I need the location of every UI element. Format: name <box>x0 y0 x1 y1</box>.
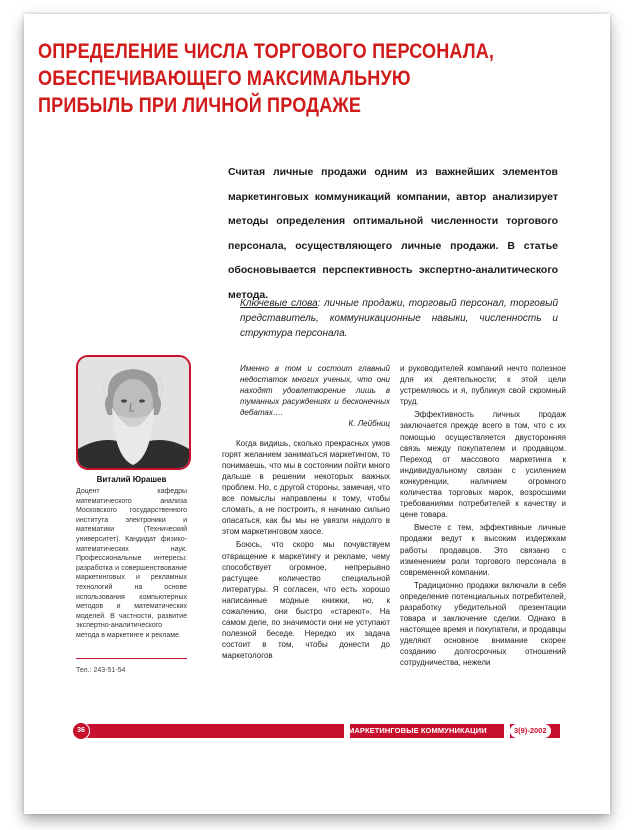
article-keywords <box>240 296 558 341</box>
title-line: ОБЕСПЕЧИВАЮЩЕГО МАКСИМАЛЬНУЮ <box>38 67 411 90</box>
author-name: Виталий Юрашев <box>96 475 167 484</box>
article-title <box>38 38 502 119</box>
epigraph <box>222 363 390 418</box>
keywords-label: Ключевые слова <box>240 298 318 309</box>
title-line: ОПРЕДЕЛЕНИЕ ЧИСЛА ТОРГОВОГО ПЕРСОНАЛА, <box>38 40 495 63</box>
article-abstract: Считая личные продажи одним из важнейших элементов маркетинговых коммуникаций компании, автор анализирует методы определения оптимальной численности торгового персонала, осуществляющего личные продажи. В статье обосновывается перспективность экспертно-аналитического метода. <box>228 166 558 301</box>
article-column-1 <box>222 363 390 663</box>
paragraph: и руководителей компаний нечто полезное для их деятельности; к этой цели устремляюсь и я, публикуя свой скромный труд. <box>400 364 566 407</box>
paragraph: Эффективность личных продаж заключается прежде всего в том, что с их помощью осуществляется двусторонняя связь между покупателем и продавцом. Переход от массового маркетинга к индивидуальному связан с усилением конкуренции, наличием огромного количества торговых марок, возросшими требованиями потребителей к качеству и цене товара. <box>400 410 566 520</box>
title-line: ПРИБЫЛЬ ПРИ ЛИЧНОЙ ПРОДАЖЕ <box>38 94 362 117</box>
paragraph: Когда видишь, сколько прекрасных умов горят желанием заниматься маркетингом, то понимаешь, что мы в состоянии пойти много дальше в решении некоторых важных проблем. Но, с другой стороны, замечая, что все помыслы направлены к тому, чтобы сломать, а не построить, я начинаю сильно опасаться, как бы мы не увязли надолго в этом маркетинговом хаосе. <box>222 438 390 537</box>
paragraph: Вместе с тем, эффективные личные продажи ведут к высоким издержкам работы продавцов. Это связано с изменением роли торгового персонала в современной компании. <box>400 523 566 577</box>
author-photo <box>76 355 191 470</box>
issue-number: 3(9)-2002 <box>510 724 551 738</box>
paragraph: Боюсь, что скоро мы почувствуем отвращение к маркетингу и рекламе, чему способствует огромное, непрерывно растущее количество специальной литературы. Я согласен, что есть хорошо написанные модные книжки, но, к сожалению, они быстро «стареют». На самом деле, по значимости они не уступают полезной беседе. Нередко их задача состоит в том, чтобы донести до маркетологов <box>222 540 390 661</box>
author-bio: Доцент кафедры математического анализа Московского государственного института электроники и математики (Технический университет). Кандидат физико-математических наук. Профессиональные интересы: разработка и совершенствование маркетинговых и рекламных технологий на основе использования компьютерных методов и математических моделей. В частности, развитие экспертно-аналитического метода в маркетинге и рекламе. <box>76 488 187 639</box>
article-column-2 <box>400 363 566 671</box>
author-portrait-image <box>78 357 189 468</box>
journal-name: МАРКЕТИНГОВЫЕ КОММУНИКАЦИИ <box>348 726 487 735</box>
bio-divider <box>76 658 187 659</box>
epigraph-author: К. Лейбниц <box>348 419 390 429</box>
paragraph: Традиционно продажи включали в себя определение потенциальных потребителей, разработку убедительной презентации товара и заключение сделки. Однако в настоящее время и покупатели, и продавцы уделяют основное внимание скорее созданию долгосрочных отношений сотрудничества, нежели <box>400 580 566 668</box>
footer-bar <box>76 724 560 738</box>
page-number: 36 <box>72 722 90 740</box>
author-phone: Тел.: 243-51-54 <box>76 667 126 674</box>
keywords-text: : личные продажи, торговый персонал, торговый представитель, коммуникационные навыки, численность и структура персонала. <box>240 298 559 339</box>
epigraph-text: Именно в том и состоит главный недостаток многих ученых, что они находят удовлетворение лишь в туманных расуждениях и бесконечных дебатах…. <box>240 364 390 418</box>
